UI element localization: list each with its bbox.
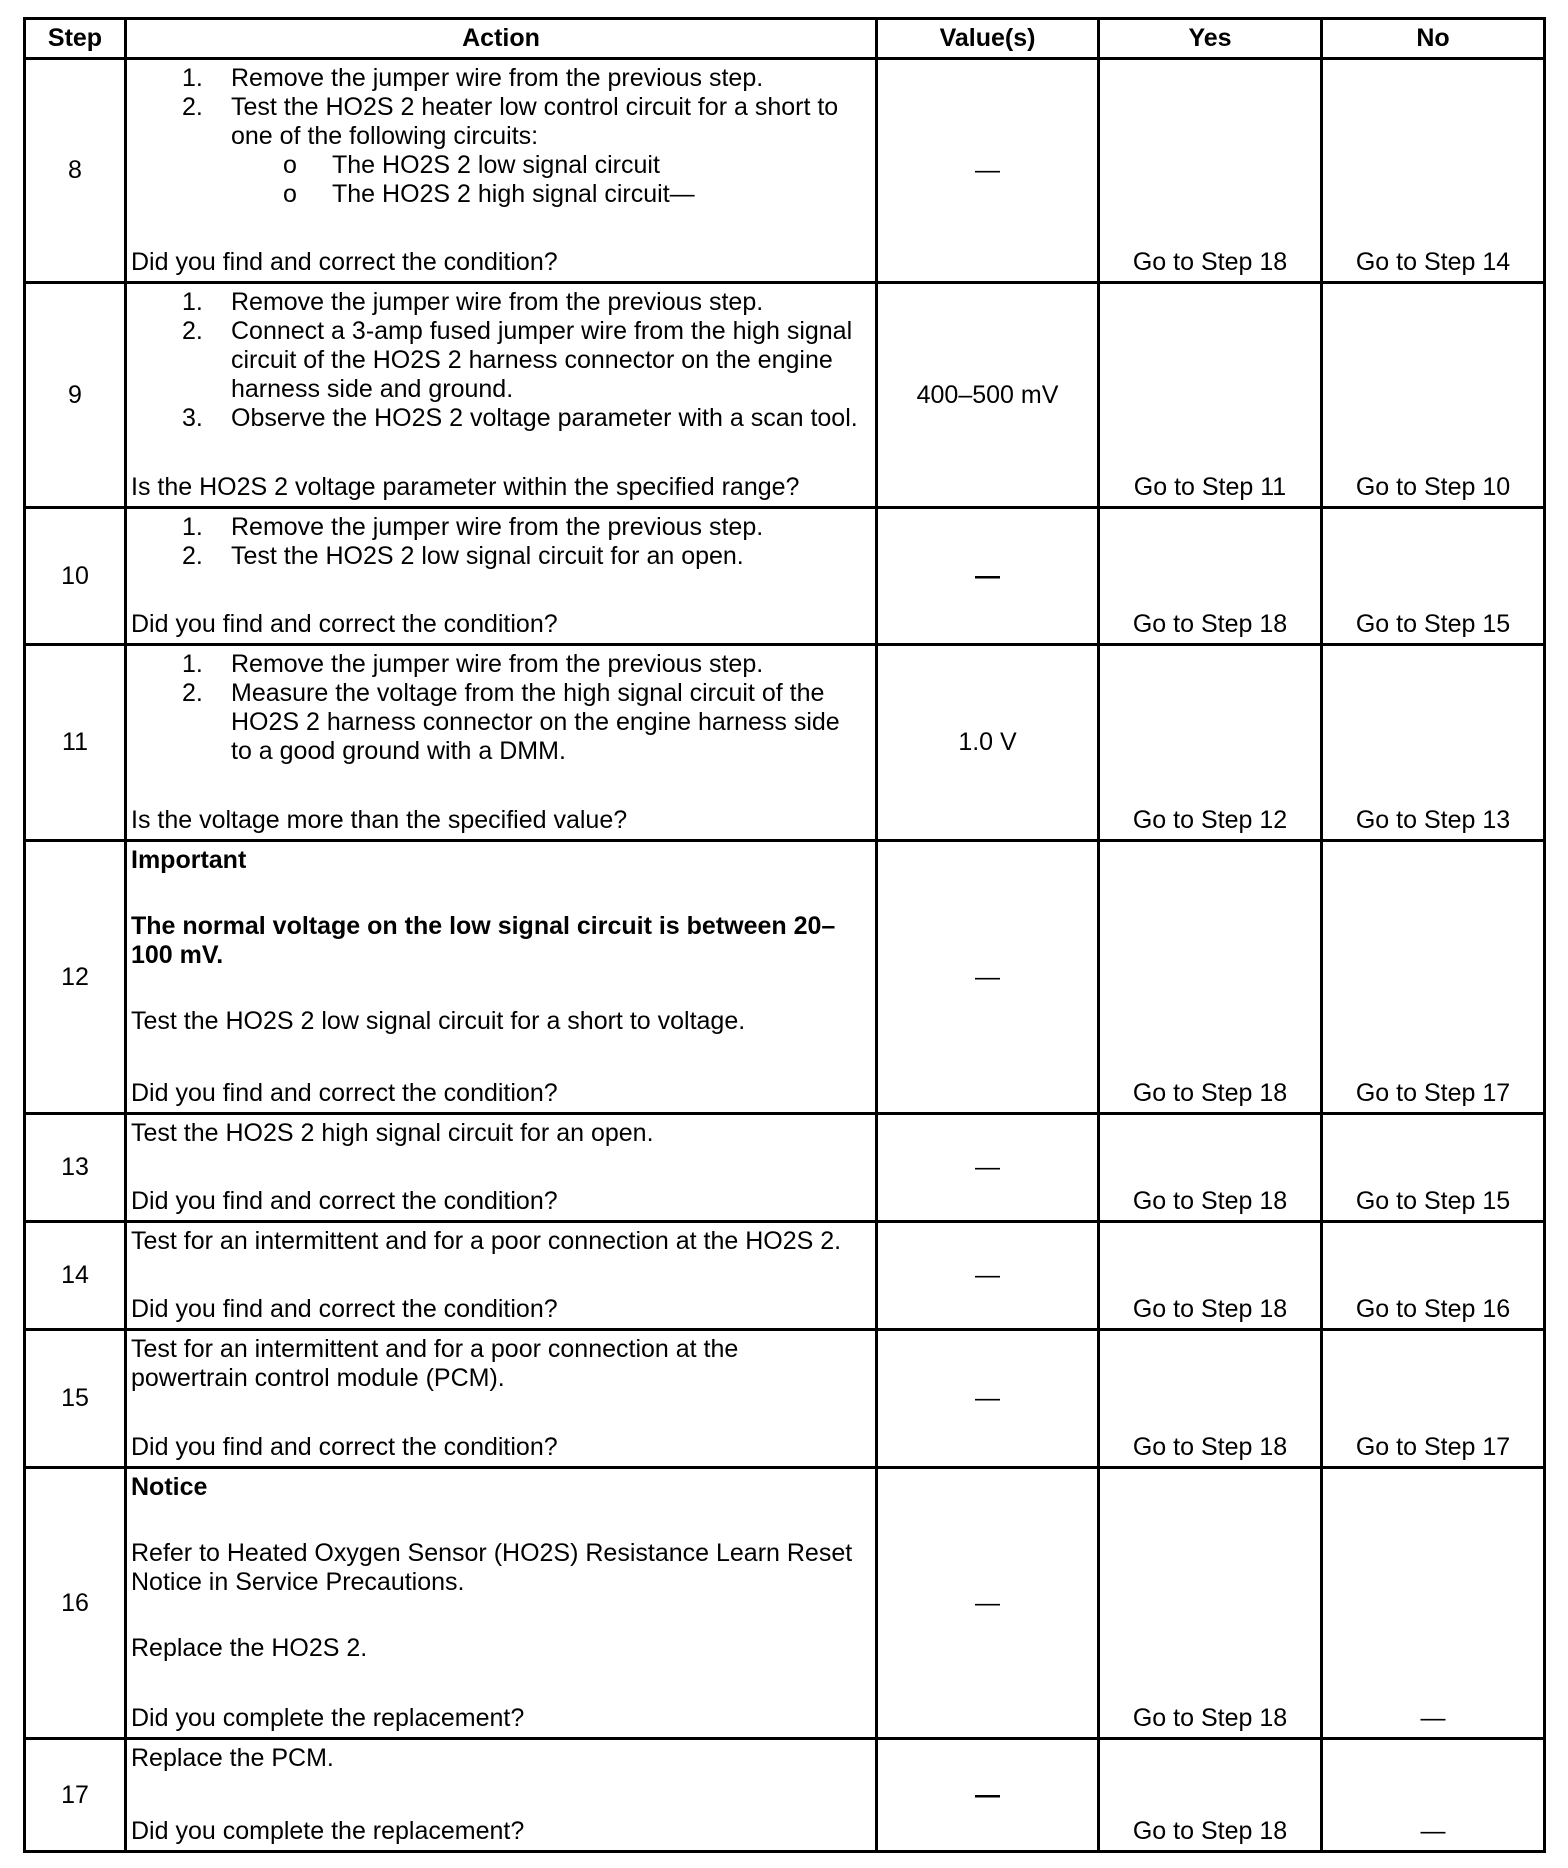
sub-list-item bbox=[231, 151, 861, 180]
yes-cell bbox=[1100, 1223, 1320, 1328]
step-number: 11 bbox=[26, 646, 124, 839]
value-cell: — bbox=[878, 842, 1097, 1112]
no-cell bbox=[1323, 842, 1543, 1112]
list-item bbox=[131, 317, 861, 404]
action-cell bbox=[127, 60, 875, 281]
action-cell bbox=[127, 1115, 875, 1220]
list-number: 2. bbox=[182, 542, 203, 570]
sub-bullet: o bbox=[283, 180, 297, 208]
action-text: Replace the PCM. bbox=[131, 1744, 334, 1772]
step-number: 17 bbox=[26, 1740, 124, 1850]
action-question: Did you complete the replacement? bbox=[131, 1704, 525, 1732]
action-question: Did you find and correct the condition? bbox=[131, 1433, 558, 1461]
header-no: No bbox=[1323, 20, 1543, 57]
step-number: 16 bbox=[26, 1469, 124, 1737]
step-number: 15 bbox=[26, 1331, 124, 1466]
list-item-text: Test the HO2S 2 heater low control circuit for a short to one of the following circuits: bbox=[231, 93, 839, 150]
list-item-text: Observe the HO2S 2 voltage parameter with a scan tool. bbox=[231, 404, 858, 432]
value-cell: — bbox=[878, 1115, 1097, 1220]
list-item bbox=[131, 513, 861, 542]
no-cell bbox=[1323, 646, 1543, 839]
sub-list-item bbox=[231, 180, 861, 209]
bold-note: Important bbox=[131, 846, 247, 874]
yes-result: Go to Step 18 bbox=[1132, 1187, 1288, 1215]
list-item-text: Remove the jumper wire from the previous step. bbox=[231, 650, 764, 678]
list-number: 2. bbox=[182, 317, 203, 345]
action-text: Replace the HO2S 2. bbox=[131, 1634, 368, 1662]
list-item bbox=[131, 679, 861, 766]
no-result: — bbox=[1420, 1817, 1446, 1845]
action-text: Test for an intermittent and for a poor connection at the HO2S 2. bbox=[131, 1227, 842, 1255]
no-result: — bbox=[1420, 1704, 1446, 1732]
action-question: Is the HO2S 2 voltage parameter within the specified range? bbox=[131, 473, 800, 501]
list-number: 3. bbox=[182, 404, 203, 432]
no-cell bbox=[1323, 1469, 1543, 1737]
value-cell: — bbox=[878, 1740, 1097, 1850]
action-cell bbox=[127, 284, 875, 506]
value-cell: — bbox=[878, 60, 1097, 281]
yes-result: Go to Step 18 bbox=[1132, 610, 1288, 638]
yes-cell bbox=[1100, 1469, 1320, 1737]
action-question: Did you find and correct the condition? bbox=[131, 1295, 558, 1323]
action-text: Test the HO2S 2 low signal circuit for a short to voltage. bbox=[131, 1007, 746, 1035]
no-result: Go to Step 17 bbox=[1355, 1079, 1511, 1107]
no-cell bbox=[1323, 284, 1543, 506]
step-number: 14 bbox=[26, 1223, 124, 1328]
sub-item-text: The HO2S 2 low signal circuit bbox=[332, 151, 660, 179]
list-item bbox=[131, 650, 861, 679]
no-cell bbox=[1323, 1115, 1543, 1220]
action-text: Refer to Heated Oxygen Sensor (HO2S) Resistance Learn Reset Notice in Service Precautions. bbox=[131, 1539, 853, 1596]
list-number: 1. bbox=[182, 64, 203, 92]
step-number: 10 bbox=[26, 509, 124, 643]
header-yes: Yes bbox=[1100, 20, 1320, 57]
no-result: Go to Step 15 bbox=[1355, 1187, 1511, 1215]
value-cell: — bbox=[878, 1223, 1097, 1328]
action-cell bbox=[127, 842, 875, 1112]
step-number: 8 bbox=[26, 60, 124, 281]
list-item bbox=[131, 93, 861, 209]
numbered-list bbox=[131, 513, 861, 571]
yes-result: Go to Step 12 bbox=[1132, 806, 1288, 834]
no-cell bbox=[1323, 60, 1543, 281]
action-cell bbox=[127, 646, 875, 839]
numbered-list bbox=[131, 64, 861, 209]
list-item-text: Measure the voltage from the high signal circuit of the HO2S 2 harness connector on the engine harness side to a good ground with a DMM. bbox=[231, 679, 840, 765]
action-question: Did you complete the replacement? bbox=[131, 1817, 525, 1845]
list-number: 2. bbox=[182, 679, 203, 707]
action-cell bbox=[127, 1469, 875, 1737]
value-cell: — bbox=[878, 1331, 1097, 1466]
yes-cell bbox=[1100, 284, 1320, 506]
no-cell bbox=[1323, 1331, 1543, 1466]
list-number: 1. bbox=[182, 513, 203, 541]
diagnostic-table bbox=[23, 17, 1546, 1853]
action-cell bbox=[127, 1331, 875, 1466]
header-action: Action bbox=[127, 20, 875, 57]
no-cell bbox=[1323, 1740, 1543, 1850]
list-number: 1. bbox=[182, 288, 203, 316]
no-cell bbox=[1323, 509, 1543, 643]
step-number: 13 bbox=[26, 1115, 124, 1220]
list-item-text: Remove the jumper wire from the previous step. bbox=[231, 288, 764, 316]
yes-result: Go to Step 11 bbox=[1133, 473, 1287, 501]
yes-cell bbox=[1100, 509, 1320, 643]
bold-note: The normal voltage on the low signal circuit is between 20–100 mV. bbox=[131, 912, 836, 969]
value-cell: — bbox=[878, 509, 1097, 643]
yes-result: Go to Step 18 bbox=[1132, 1295, 1288, 1323]
yes-result: Go to Step 18 bbox=[1132, 1079, 1288, 1107]
action-text: Test the HO2S 2 high signal circuit for an open. bbox=[131, 1119, 654, 1147]
action-question: Did you find and correct the condition? bbox=[131, 610, 558, 638]
list-number: 2. bbox=[182, 93, 203, 121]
sub-bullet: o bbox=[283, 151, 297, 179]
no-result: Go to Step 15 bbox=[1355, 610, 1511, 638]
step-number: 12 bbox=[26, 842, 124, 1112]
yes-result: Go to Step 18 bbox=[1132, 248, 1288, 276]
list-item-text: Test the HO2S 2 low signal circuit for an open. bbox=[231, 542, 744, 570]
action-question: Is the voltage more than the specified value? bbox=[131, 806, 628, 834]
yes-cell bbox=[1100, 646, 1320, 839]
no-result: Go to Step 13 bbox=[1355, 806, 1511, 834]
yes-cell bbox=[1100, 60, 1320, 281]
step-number: 9 bbox=[26, 284, 124, 506]
list-item bbox=[131, 64, 861, 93]
yes-result: Go to Step 18 bbox=[1132, 1817, 1288, 1845]
yes-cell bbox=[1100, 842, 1320, 1112]
list-item bbox=[131, 404, 861, 433]
list-item bbox=[131, 542, 861, 571]
action-text: Test for an intermittent and for a poor connection at the powertrain control module (PCM). bbox=[131, 1335, 739, 1392]
list-number: 1. bbox=[182, 650, 203, 678]
no-result: Go to Step 16 bbox=[1355, 1295, 1511, 1323]
action-question: Did you find and correct the condition? bbox=[131, 1079, 558, 1107]
yes-result: Go to Step 18 bbox=[1132, 1704, 1288, 1732]
action-cell bbox=[127, 1740, 875, 1850]
no-result: Go to Step 17 bbox=[1355, 1433, 1511, 1461]
value-cell: 400–500 mV bbox=[878, 284, 1097, 506]
bold-note: Notice bbox=[131, 1473, 208, 1501]
yes-cell bbox=[1100, 1740, 1320, 1850]
action-cell bbox=[127, 509, 875, 643]
yes-result: Go to Step 18 bbox=[1132, 1433, 1288, 1461]
no-result: Go to Step 10 bbox=[1355, 473, 1511, 501]
list-item-text: Remove the jumper wire from the previous step. bbox=[231, 513, 764, 541]
list-item-text: Connect a 3-amp fused jumper wire from the high signal circuit of the HO2S 2 harness connector on the engine harness side and ground. bbox=[231, 317, 853, 403]
list-item-text: Remove the jumper wire from the previous step. bbox=[231, 64, 764, 92]
list-item bbox=[131, 288, 861, 317]
value-cell: 1.0 V bbox=[878, 646, 1097, 839]
header-values: Value(s) bbox=[878, 20, 1097, 57]
header-step: Step bbox=[26, 20, 124, 57]
numbered-list bbox=[131, 288, 861, 433]
action-cell bbox=[127, 1223, 875, 1328]
no-result: Go to Step 14 bbox=[1355, 248, 1511, 276]
sub-item-text: The HO2S 2 high signal circuit— bbox=[332, 180, 695, 208]
numbered-list bbox=[131, 650, 861, 766]
yes-cell bbox=[1100, 1115, 1320, 1220]
no-cell bbox=[1323, 1223, 1543, 1328]
action-question: Did you find and correct the condition? bbox=[131, 248, 558, 276]
yes-cell bbox=[1100, 1331, 1320, 1466]
action-question: Did you find and correct the condition? bbox=[131, 1187, 558, 1215]
value-cell: — bbox=[878, 1469, 1097, 1737]
